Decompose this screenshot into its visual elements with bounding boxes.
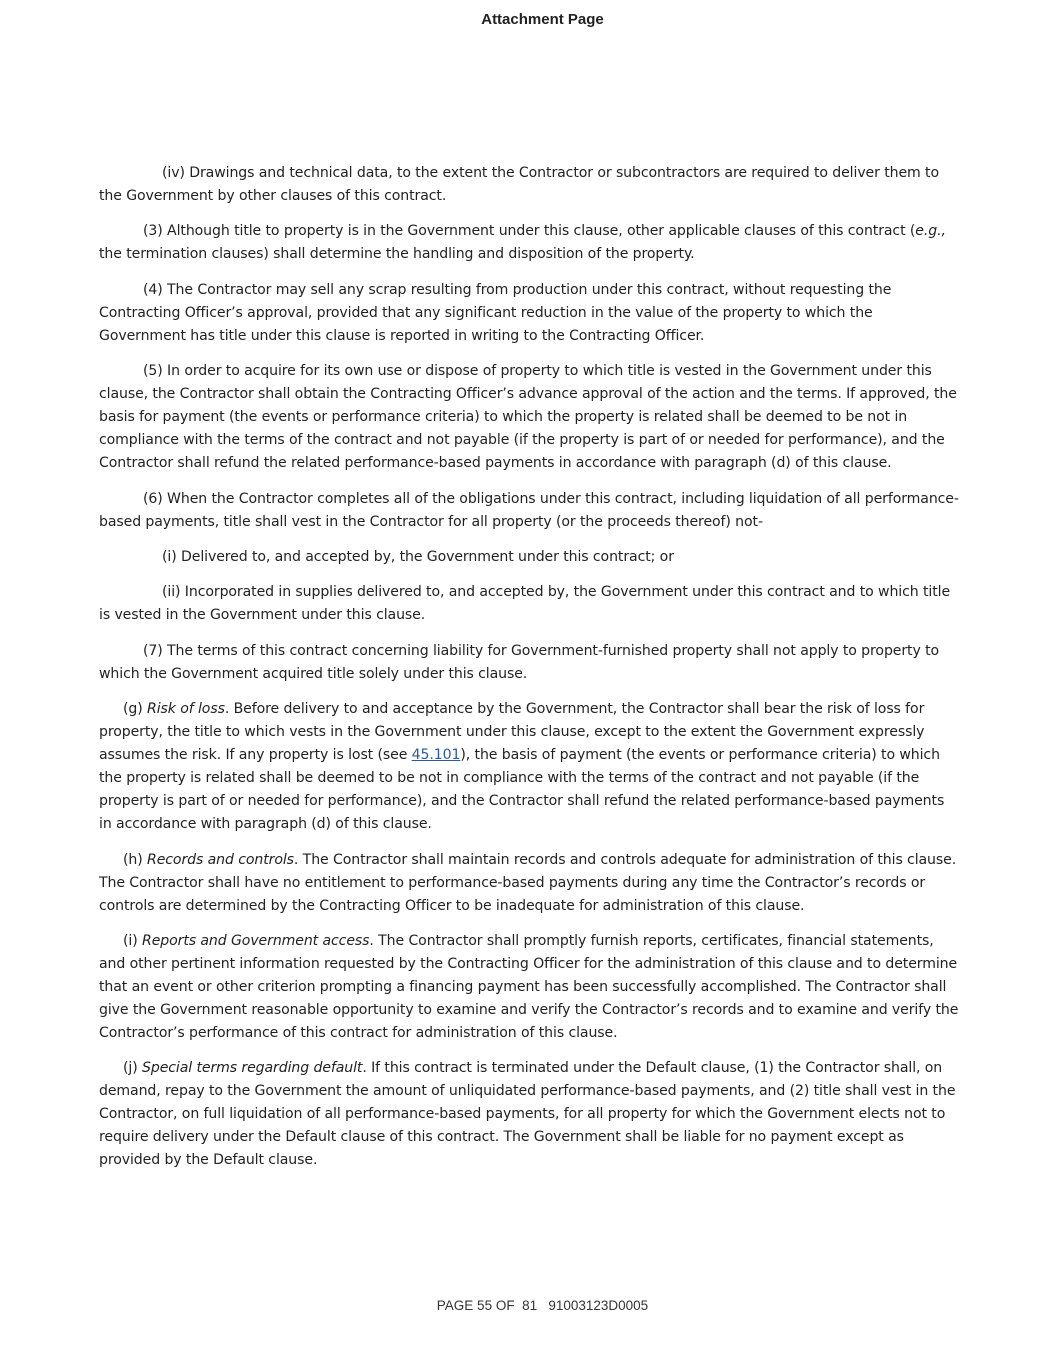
paragraph-6: (6) When the Contractor completes all of the obligations under this contract, including liquidation of all performance-based payments, title shall vest in the Contractor for all property (or the proceeds thereof) not- <box>99 490 959 530</box>
paragraph-6-i: (i) Delivered to, and accepted by, the Government under this contract; or <box>162 548 674 565</box>
paragraph-3-eg: e.g., <box>915 223 946 240</box>
paragraph-g-text-b: ), the basis of payment (the events or performance criteria) to which the property is related shall be deemed to be not in compliance with the terms of the contract and not payable (if the property is part of or needed for performance), and the Contractor shall refund the related performance-based payments in accordance with paragraph (d) of this clause. <box>99 747 945 833</box>
paragraph-h-title: Records and controls <box>147 851 294 868</box>
paragraph-g-label: (g) <box>123 701 148 718</box>
paragraph-g-title: Risk of loss <box>147 701 225 718</box>
paragraph-3-text-b: the termination clauses) shall determine the handling and disposition of the property. <box>99 246 695 263</box>
page-footer: PAGE 55 OF 81 91003123D0005 <box>436 1298 649 1313</box>
paragraph-3 <box>99 220 959 266</box>
paragraph-7: (7) The terms of this contract concerning liability for Government-furnished property shall not apply to property to which the Government acquired title solely under this clause. <box>99 642 940 682</box>
paragraph-j-title: Special terms regarding default <box>142 1060 363 1077</box>
paragraph-g-text-a: . Before delivery to and acceptance by the Government, the Contractor shall bear the risk of loss for property, the title to which vests in the Government under this clause, except to the extent the Government expressly assumes the risk. If any property is lost (see <box>99 701 925 764</box>
far-45-101-link[interactable]: 45.101 <box>411 747 461 764</box>
paragraph-3-text-a: (3) Although title to property is in the Government under this clause, other applicable clauses of this contract ( <box>143 223 916 240</box>
paragraph-j-text: . If this contract is terminated under the Default clause, (1) the Contractor shall, on demand, repay to the Government the amount of unliquidated performance-based payments, and (2) title shall vest in the Contractor, on full liquidation of all performance-based payments, for all property for which the Government elects not to require delivery under the Default clause of this contract. The Government shall be liable for no payment except as provided by the Default clause. <box>99 1060 956 1169</box>
paragraph-h-text: . The Contractor shall maintain records and controls adequate for administration of this clause. The Contractor shall have no entitlement to performance-based payments during any time the Contractor’s records or controls are determined by the Contracting Officer to be inadequate for administration of this clause. <box>99 851 957 914</box>
paragraph-j <box>99 1057 959 1172</box>
paragraph-i-text: . The Contractor shall promptly furnish reports, certificates, financial statements, and other pertinent information requested by the Contracting Officer for the administration of this clause and to determine that an event or other criterion prompting a financing payment has been successfully accomplished. The Contractor shall give the Government reasonable opportunity to examine and verify the Contractor’s records and to examine and verify the Contractor’s performance of this contract for administration of this clause. <box>99 932 959 1041</box>
paragraph-h <box>99 849 959 918</box>
paragraph-i-title: Reports and Government access <box>142 932 370 949</box>
paragraph-h-label: (h) <box>123 851 148 868</box>
paragraph-6-ii: (ii) Incorporated in supplies delivered to, and accepted by, the Government under this contract and to which title is vested in the Government under this clause. <box>99 584 951 624</box>
paragraph-4: (4) The Contractor may sell any scrap resulting from production under this contract, without requesting the Contracting Officer’s approval, provided that any significant reduction in the value of the property to which the Government has title under this clause is reported in writing to the Contracting Officer. <box>99 281 892 344</box>
page-header-title: Attachment Page <box>481 11 604 28</box>
paragraph-i-label: (i) <box>123 932 142 949</box>
paragraph-5: (5) In order to acquire for its own use or dispose of property to which title is vested in the Government under this clause, the Contractor shall obtain the Contracting Officer’s advance approval of the action and the terms. If approved, the basis for payment (the events or performance criteria) to which the property is related shall be deemed to be not in compliance with the terms of the contract and not payable (if the property is part of or needed for performance), and the Contractor shall refund the related performance-based payments in accordance with paragraph (d) of this clause. <box>99 363 957 472</box>
paragraph-i <box>99 930 959 1045</box>
document-body <box>99 162 959 1185</box>
paragraph-j-label: (j) <box>123 1060 142 1077</box>
paragraph-g <box>99 698 959 836</box>
paragraph-iv: (iv) Drawings and technical data, to the extent the Contractor or subcontractors are required to deliver them to the Government by other clauses of this contract. <box>99 165 939 204</box>
